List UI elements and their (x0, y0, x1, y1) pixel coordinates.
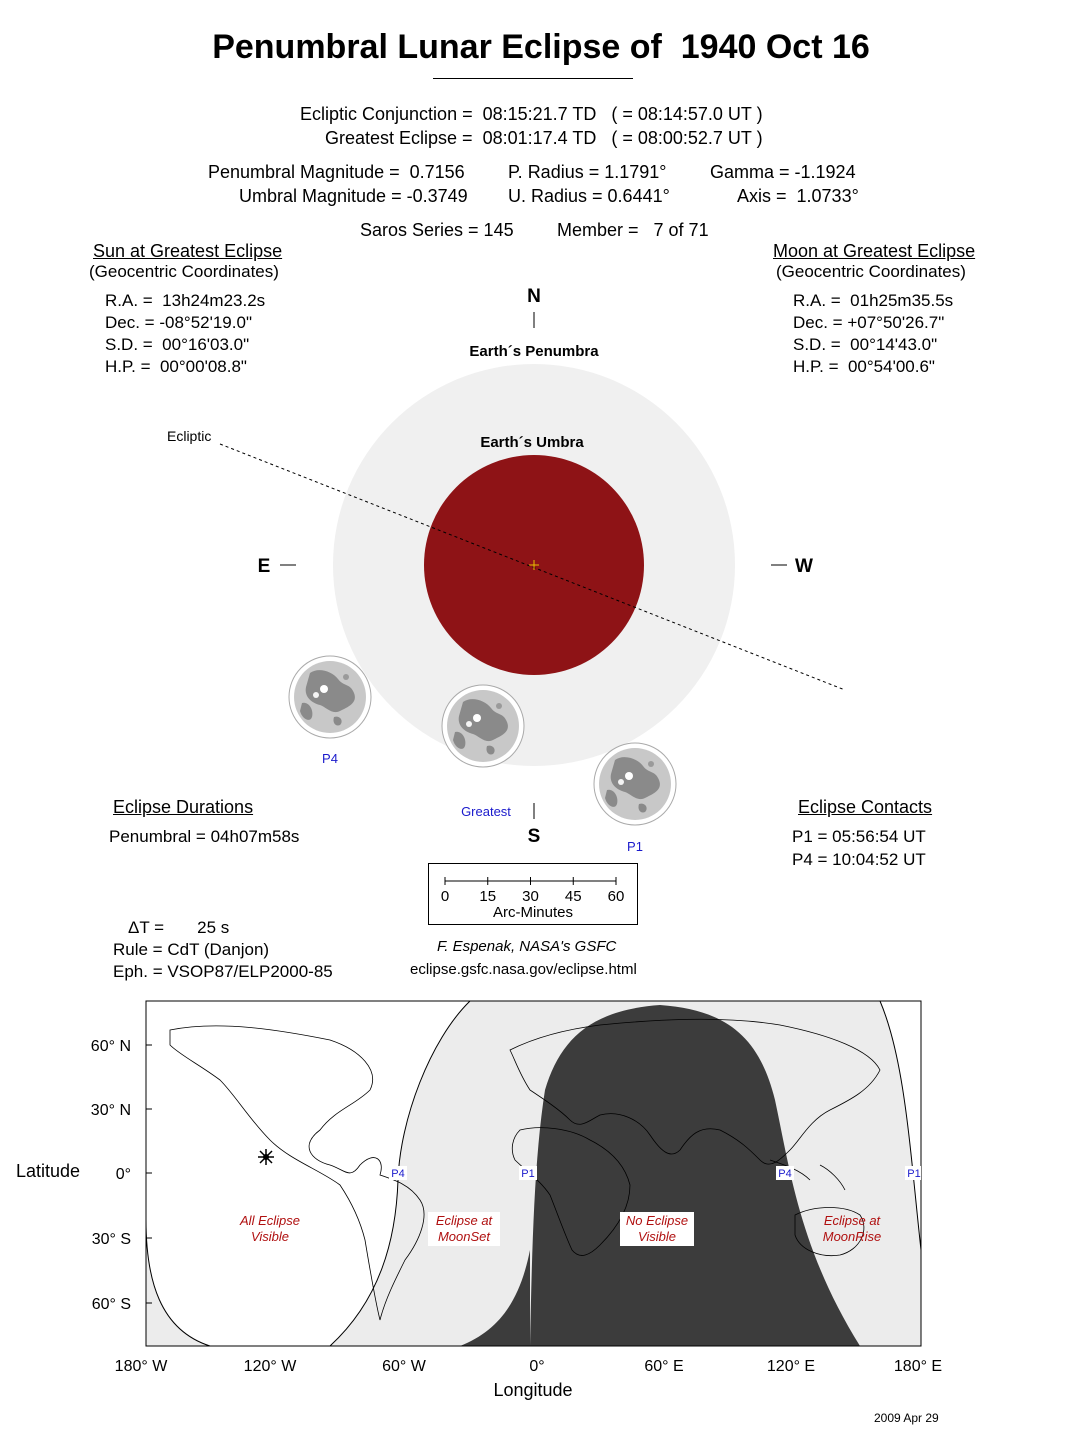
contacts-heading: Eclipse Contacts (798, 797, 933, 817)
lon-tick-0: 0° (529, 1358, 545, 1375)
creation-date: 2009 Apr 29 (874, 1411, 939, 1425)
sun-dec: Dec. = -08°52'19.0" (105, 313, 252, 332)
east-label: E (257, 556, 271, 577)
lon-tick-120w: 120° W (243, 1358, 297, 1375)
penumbral-duration: Penumbral = 04h07m58s (109, 827, 300, 846)
rule: Rule = CdT (Danjon) (113, 940, 270, 959)
greatest-line: Greatest Eclipse = 08:01:17.4 TD ( = 08:00:52.7 UT ) (325, 128, 763, 148)
p4-moon-label: P4 (322, 751, 338, 766)
contact-p1: P1 = 05:56:54 UT (792, 827, 926, 846)
moon-subheading: (Geocentric Coordinates) (776, 262, 966, 281)
durations-heading: Eclipse Durations (113, 797, 254, 817)
zone-all-visible-line1: All Eclipse (240, 1213, 300, 1228)
greatest-moon-label: Greatest (461, 804, 511, 819)
map-contact-p4-east: P4 (778, 1168, 792, 1180)
eclipse-diagram (0, 280, 1082, 860)
west-label: W (795, 556, 813, 577)
penumbra-label: Earth´s Penumbra (469, 343, 599, 360)
arcminute-scale (428, 863, 638, 926)
scale-label: Arc-Minutes (492, 904, 574, 921)
zone-moonrise-line1: Eclipse at (823, 1213, 881, 1228)
lat-tick-30s: 30° S (91, 1231, 131, 1248)
umbra-label: Earth´s Umbra (480, 434, 584, 451)
lon-tick-180e: 180° E (893, 1358, 943, 1375)
axis: Axis = 1.0733° (737, 186, 859, 206)
sun-subheading: (Geocentric Coordinates) (89, 262, 279, 281)
lon-tick-60w: 60° W (382, 1358, 426, 1375)
saros-member: Member = 7 of 71 (557, 220, 709, 240)
moon-heading: Moon at Greatest Eclipse (773, 241, 976, 261)
map-contact-p1-east: P1 (907, 1168, 921, 1180)
map-contact-p1-west: P1 (521, 1168, 535, 1180)
p1-moon-label: P1 (627, 839, 643, 854)
zone-moonrise-line2: MoonRise (822, 1229, 882, 1244)
scale-tick-label: 15 (479, 888, 497, 905)
contact-p4: P4 = 10:04:52 UT (792, 850, 926, 869)
credit: F. Espenak, NASA's GSFC (437, 938, 617, 955)
zone-moonset-line1: Eclipse at (435, 1213, 493, 1228)
title-rule (433, 78, 633, 79)
moon-p4 (289, 656, 371, 738)
source-url: eclipse.gsfc.nasa.gov/eclipse.html (410, 961, 637, 978)
delta-t: ΔT = 25 s (128, 918, 230, 937)
latitude-title: Latitude (16, 1161, 81, 1181)
zone-moonset-line2: MoonSet (437, 1229, 491, 1244)
scale-tick-label: 45 (564, 888, 582, 905)
sun-heading: Sun at Greatest Eclipse (93, 241, 283, 261)
north-label: N (527, 286, 541, 307)
u-radius: U. Radius = 0.6441° (508, 186, 670, 206)
lat-tick-30n: 30° N (90, 1102, 131, 1119)
zone-no-eclipse-line1: No Eclipse (625, 1213, 689, 1228)
scale-tick-label: 30 (522, 888, 539, 905)
gamma: Gamma = -1.1924 (710, 162, 856, 182)
scale-tick-label: 60 (607, 888, 625, 905)
zone-no-eclipse-line2: Visible (637, 1229, 677, 1244)
lon-tick-60e: 60° E (644, 1358, 684, 1375)
sun-sd: S.D. = 00°16'03.0" (105, 335, 250, 354)
lat-tick-0: 0° (115, 1166, 131, 1183)
penumbral-magnitude: Penumbral Magnitude = 0.7156 (208, 162, 465, 182)
lon-tick-120e: 120° E (766, 1358, 816, 1375)
saros-series: Saros Series = 145 (360, 220, 514, 240)
moon-p1 (594, 743, 676, 825)
page-title: Penumbral Lunar Eclipse of 1940 Oct 16 (212, 28, 870, 66)
moon-hp: H.P. = 00°54'00.6" (793, 357, 935, 376)
sun-ra: R.A. = 13h24m23.2s (105, 291, 266, 310)
p-radius: P. Radius = 1.1791° (508, 162, 667, 182)
lon-tick-180w: 180° W (114, 1358, 168, 1375)
lat-tick-60n: 60° N (90, 1038, 131, 1055)
moon-ra: R.A. = 01h25m35.5s (793, 291, 954, 310)
lat-tick-60s: 60° S (91, 1296, 131, 1313)
scale-tick-label: 0 (440, 888, 450, 905)
zone-all-visible-line2: Visible (250, 1229, 290, 1244)
sun-hp: H.P. = 00°00'08.8" (105, 357, 247, 376)
conjunction-line: Ecliptic Conjunction = 08:15:21.7 TD ( = 08:14:57.0 UT ) (300, 104, 763, 124)
moon-dec: Dec. = +07°50'26.7" (793, 313, 945, 332)
map-contact-p4-west: P4 (391, 1168, 405, 1180)
visibility-map (0, 995, 1082, 1405)
moon-sd: S.D. = 00°14'43.0" (793, 335, 938, 354)
longitude-title: Longitude (493, 1380, 573, 1400)
umbral-magnitude: Umbral Magnitude = -0.3749 (239, 186, 468, 206)
south-label: S (527, 826, 541, 847)
ecliptic-label: Ecliptic (167, 428, 212, 444)
ephemeris: Eph. = VSOP87/ELP2000-85 (113, 962, 333, 981)
moon-greatest (442, 685, 524, 767)
